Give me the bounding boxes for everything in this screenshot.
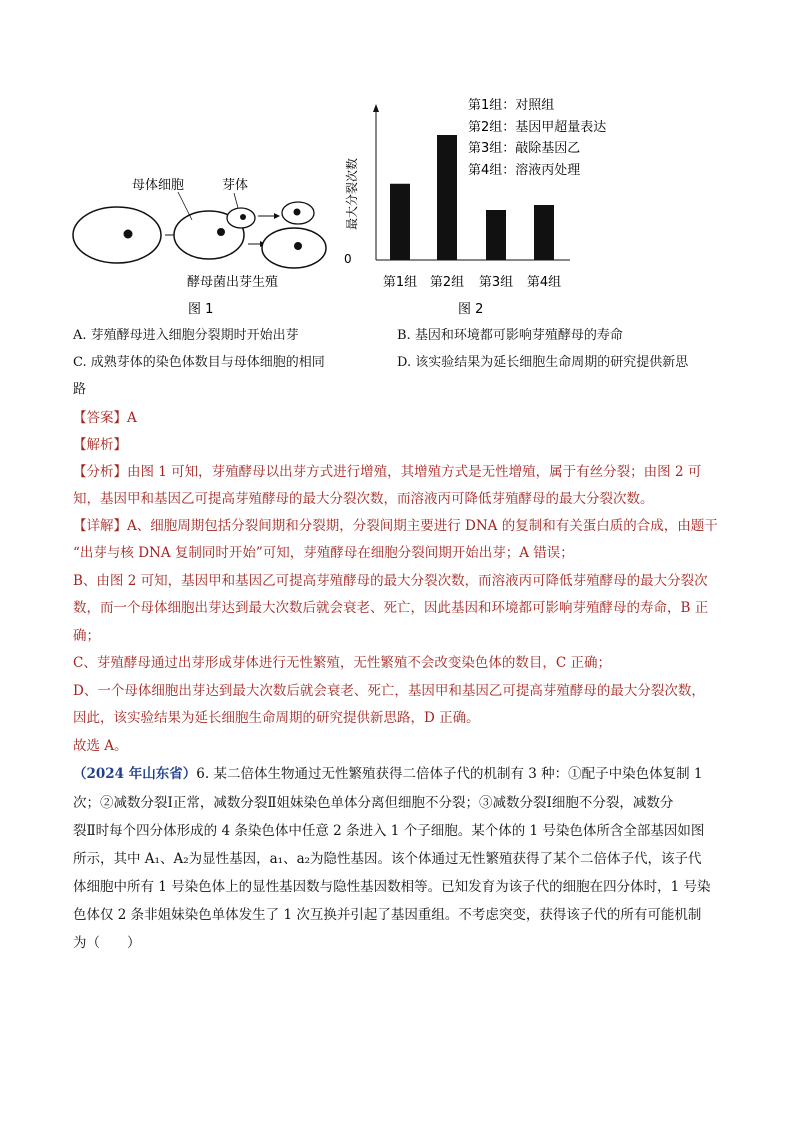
mother-cell-1 bbox=[73, 207, 161, 263]
answer-label: 【答案】A bbox=[73, 410, 137, 426]
y-axis-arrowhead bbox=[373, 104, 379, 112]
nucleus-1 bbox=[124, 230, 133, 239]
detail-line-8: 因此，该实验结果为延长细胞生命周期的研究提供新思路，D 正确。 bbox=[73, 710, 480, 726]
detail-line-5: 确； bbox=[73, 628, 100, 644]
bar-group-1 bbox=[390, 184, 410, 260]
bud-nucleus bbox=[240, 214, 246, 220]
y-axis-label: 最大分裂次数 bbox=[345, 157, 359, 230]
option-c: C. 成熟芽体的染色体数目与母体细胞的相同 bbox=[73, 355, 325, 370]
figure-1-caption: 酵母菌出芽生殖 bbox=[187, 275, 279, 290]
pointer-mother bbox=[178, 192, 192, 220]
nucleus-2 bbox=[217, 228, 225, 236]
detail-line-7: D、一个母体细胞出芽达到最大次数后就会衰老、死亡，基因甲和基因乙可提高芽殖酵母的最大分裂次数， bbox=[73, 683, 705, 699]
analysis-line-1: 【分析】由图 1 可知，芽殖酵母以出芽方式进行增殖，其增殖方式是无性增殖，属于有丝分裂；由图 2 可 bbox=[73, 464, 702, 480]
label-bud: 芽体 bbox=[222, 178, 249, 193]
y-zero-tick: 0 bbox=[344, 252, 352, 266]
legend-item-3: 第3组：敲除基因乙 bbox=[468, 141, 581, 156]
analysis-label: 【解析】 bbox=[73, 437, 127, 453]
final-choice: 故选 A。 bbox=[73, 738, 128, 754]
x-tick-label-4: 第4组 bbox=[526, 275, 562, 290]
figure-1-budding-diagram bbox=[66, 168, 336, 318]
x-tick-label-1: 第1组 bbox=[382, 275, 418, 290]
question-6-line-3: 裂Ⅱ时每个四分体形成的 4 条染色体中任意 2 条进入 1 个子细胞。某个体的 1 号染色体所含全部基因如图 bbox=[73, 823, 705, 839]
option-d: D. 该实验结果为延长细胞生命周期的研究提供新思 bbox=[397, 355, 689, 370]
detail-line-3: B、由图 2 可知，基因甲和基因乙可提高芽殖酵母的最大分裂次数，而溶液丙可降低芽殖酵母的最大分裂次 bbox=[73, 573, 708, 589]
figure-1-title: 图 1 bbox=[188, 302, 214, 317]
small-cell-nucleus bbox=[294, 209, 301, 216]
arrowhead-2 bbox=[274, 213, 280, 219]
x-tick-label-2: 第2组 bbox=[429, 275, 465, 290]
legend-item-2: 第2组：基因甲超量表达 bbox=[468, 120, 607, 135]
figure-2-title: 图 2 bbox=[458, 302, 484, 317]
question-6-line-1 bbox=[73, 765, 703, 783]
detail-line-6: C、芽殖酵母通过出芽形成芽体进行无性繁殖，无性繁殖不会改变染色体的数目，C 正确； bbox=[73, 655, 611, 671]
question-6-line-6: 色体仅 2 条非姐妹染色单体发生了 1 次互换并引起了基因重组。不考虑突变，获得该子代的所有可能机制 bbox=[73, 907, 702, 923]
question-6-line-2: 次；②减数分裂Ⅰ正常，减数分裂Ⅱ姐妹染色单体分离但细胞不分裂；③减数分裂Ⅰ细胞不分裂，减数分 bbox=[73, 795, 674, 811]
option-a: A. 芽殖酵母进入细胞分裂期时开始出芽 bbox=[73, 328, 299, 343]
pointer-bud bbox=[234, 193, 238, 208]
detail-line-2: “出芽与核 DNA 复制同时开始”可知，芽殖酵母在细胞分裂间期开始出芽；A 错误； bbox=[73, 545, 574, 561]
analysis-line-2: 知，基因甲和基因乙可提高芽殖酵母的最大分裂次数，而溶液丙可降低芽殖酵母的最大分裂次数。 bbox=[73, 491, 654, 507]
question-6-line-7: 为（ ） bbox=[73, 935, 141, 951]
option-c-wrap: 路 bbox=[73, 382, 87, 397]
question-text-1: 6. 某二倍体生物通过无性繁殖获得二倍体子代的机制有 3 种：①配子中染色体复制 1 bbox=[196, 766, 703, 782]
bar-group-2 bbox=[437, 135, 457, 260]
question-source: （2024 年山东省） bbox=[73, 766, 197, 782]
question-6-line-5: 体细胞中所有 1 号染色体上的显性基因数与隐性基因数相等。已知发育为该子代的细胞在四分体时，1 号染 bbox=[73, 879, 711, 895]
label-mother-cell: 母体细胞 bbox=[132, 178, 185, 193]
bar-group-4 bbox=[534, 205, 554, 260]
detail-line-4: 数，而一个母体细胞出芽达到最大次数后就会衰老、死亡，因此基因和环境都可影响芽殖酵母的寿命，B 正 bbox=[73, 600, 709, 616]
figure-2-bar-chart bbox=[330, 90, 630, 318]
detail-line-1: 【详解】A、细胞周期包括分裂间期和分裂期，分裂间期主要进行 DNA 的复制和有关蛋白质的合成，由题干 bbox=[73, 518, 718, 534]
bar-group-3 bbox=[486, 210, 506, 260]
legend-item-1: 第1组：对照组 bbox=[468, 98, 555, 113]
option-b: B. 基因和环境都可影响芽殖酵母的寿命 bbox=[397, 328, 623, 343]
large-cell-nucleus bbox=[294, 242, 302, 250]
legend-item-4: 第4组：溶液丙处理 bbox=[468, 163, 581, 178]
x-tick-label-3: 第3组 bbox=[478, 275, 514, 290]
large-cell bbox=[262, 228, 326, 268]
question-6-line-4: 所示，其中 A₁、A₂为显性基因，a₁、a₂为隐性基因。该个体通过无性繁殖获得了某个二倍体子代，该子代 bbox=[73, 851, 702, 867]
